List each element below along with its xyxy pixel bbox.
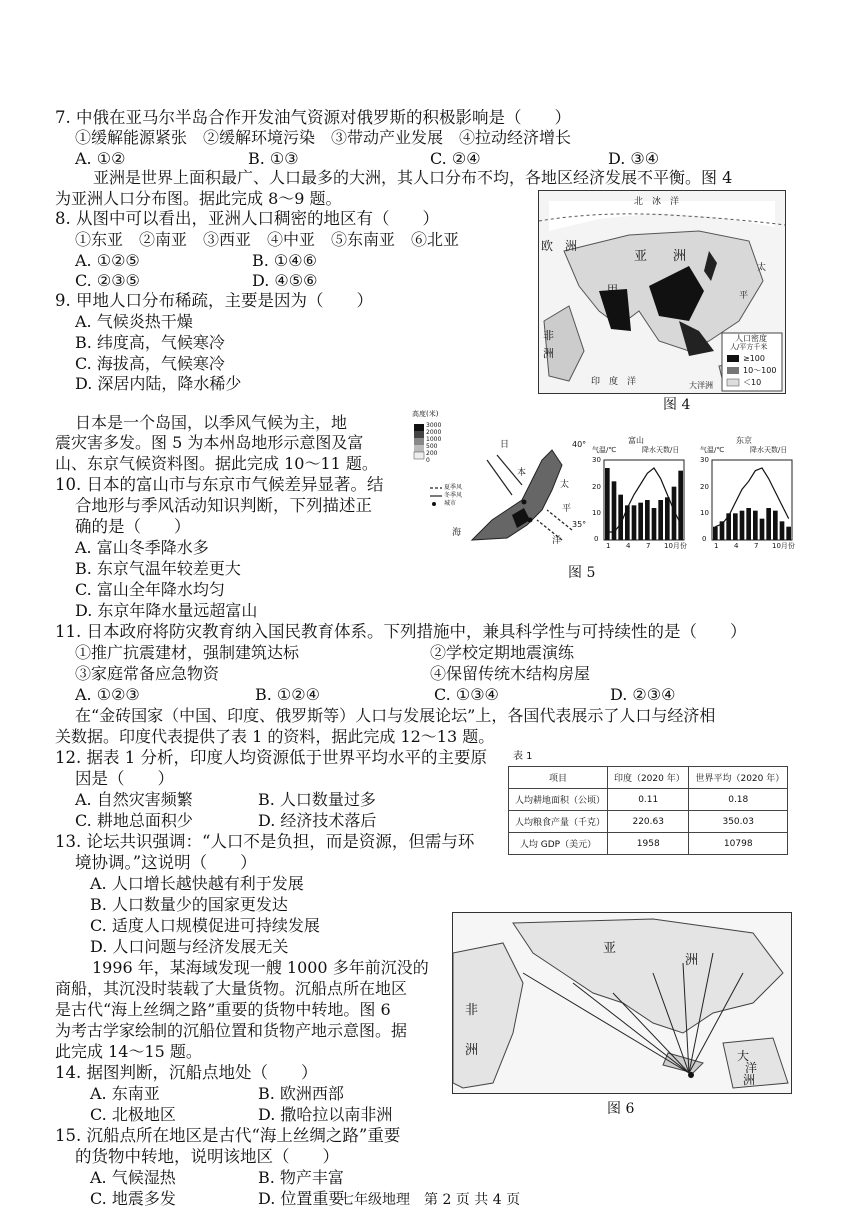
q15-option-b: B. 物产丰富 [258, 1168, 344, 1187]
q11-option-c: C. ①③④ [434, 685, 499, 704]
table-cell: 人均 GDP（美元） [509, 833, 608, 855]
table1-header-india: 印度（2020 年） [607, 767, 689, 789]
fig4-label-indian-ocean: 印 度 洋 [591, 377, 637, 387]
fig5-elev-tick-4: 200 [426, 450, 438, 457]
q9-option-a: A. 气候炎热干燥 [75, 312, 193, 331]
q11-option-a: A. ①②③ [75, 685, 140, 704]
q7-option-b: B. ①③ [248, 149, 299, 168]
toyama-ytick-20: 20 [592, 483, 601, 491]
fig6-label-oceania2: 洋 [745, 1061, 758, 1075]
rain-day-bar [733, 513, 738, 540]
table-row [509, 833, 788, 855]
japan-intro-line2: 震灾害多发。图 5 为本州岛地形示意图及富 [55, 433, 364, 452]
rain-day-bar [713, 527, 718, 540]
tokyo-left-label: 气温/℃ [700, 446, 725, 454]
q14-stem: 14. 据图判断，沉船点地处（ ） [55, 1063, 318, 1082]
q10-option-d: D. 东京年降水量远超富山 [75, 601, 258, 620]
tokyo-ytick-20: 20 [700, 483, 709, 491]
rain-day-bar [766, 508, 771, 540]
q15-option-a: A. 气候湿热 [90, 1168, 176, 1187]
rain-day-bar [786, 527, 791, 540]
toyama-xtick-1: 1 [606, 542, 611, 550]
q11-item-4: ④保留传统木结构房屋 [430, 664, 591, 683]
table-row [509, 811, 788, 833]
fig5-elev-tick-3: 500 [426, 443, 438, 450]
q15-option-d: D. 位置重要 [258, 1189, 345, 1208]
q13-stem-1: 13. 论坛共识强调：“人口不是负担，而是资源，但需与环 [55, 832, 475, 851]
q8-items: ①东亚 ②南亚 ③西亚 ④中亚 ⑤东南亚 ⑥北亚 [75, 230, 460, 249]
fig4-label-europe: 欧 洲 [541, 239, 578, 253]
toyama-xtick-7: 7 [646, 542, 651, 550]
table-cell: 人均耕地面积（公顷） [509, 789, 608, 811]
fig5-elev-tick-2: 1000 [426, 436, 442, 443]
fig6-label-asia: 亚 [603, 941, 617, 956]
fig4-legend-2: 10～100 [743, 366, 777, 375]
rain-day-bar [753, 511, 758, 540]
table1-caption: 表 1 [513, 751, 533, 762]
q7-stem: 7. 中俄在亚马尔半岛合作开发油气资源对俄罗斯的积极影响是（ ） [55, 108, 571, 127]
q11-item-1: ①推广抗震建材，强制建筑达标 [75, 643, 300, 662]
table-cell: 人均粮食产量（千克） [509, 811, 608, 833]
fig5-elev-tick-5: 0 [426, 457, 430, 464]
fig4-label-oceania: 大洋洲 [689, 381, 713, 390]
forum-intro-line2: 关数据。印度代表提供了表 1 的资料，据此完成 12～13 题。 [55, 727, 495, 746]
fig5-label-hai: 海 [452, 528, 462, 538]
rain-day-bar [773, 511, 778, 540]
fig5-label-ben: 本 [517, 468, 527, 478]
q11-item-3: ③家庭常备应急物资 [75, 664, 220, 683]
q11-option-b: B. ①②④ [255, 685, 320, 704]
figure-6-shipwreck-map [452, 912, 792, 1094]
q15-option-c: C. 地震多发 [90, 1189, 176, 1208]
tokyo-xtick-7: 7 [754, 542, 759, 550]
q10-option-b: B. 东京气温年较差更大 [75, 559, 241, 578]
tokyo-xtick-4: 4 [734, 542, 739, 550]
toyama-right-label: 降水天数/日 [642, 446, 680, 454]
ship-intro-line4: 为考古学家绘制的沉船位置和货物产地示意图。据 [55, 1021, 408, 1040]
tokyo-chart-svg [700, 438, 804, 556]
rain-day-bar [780, 521, 785, 540]
ship-intro-line2: 商船，其沉没时装载了大量货物。沉船点所在地区 [55, 979, 408, 998]
fig4-label-africa: 非 [543, 329, 554, 342]
forum-intro-line1: 在“金砖国家（中国、印度、俄罗斯等）人口与发展论坛”上，各国代表展示了人口与经济相 [75, 706, 716, 725]
q7-option-d: D. ③④ [608, 149, 660, 168]
tokyo-xtick-1: 1 [714, 542, 719, 550]
rain-day-bar [632, 505, 637, 540]
fig5-label-tai: 太 [560, 480, 570, 490]
fig4-label-zhou: 洲 [543, 347, 554, 360]
fig4-label-asia: 亚 洲 [634, 249, 687, 264]
page-footer: 七年级地理 第 2 页 共 4 页 [340, 1192, 521, 1208]
q13-stem-2: 境协调。”这说明（ ） [75, 853, 257, 872]
figure-5-honshu-map [412, 410, 590, 552]
rain-day-bar [645, 500, 650, 540]
q12-option-c: C. 耕地总面积少 [75, 811, 193, 830]
q15-stem-2: 的货物中转地，说明该地区（ ） [75, 1147, 339, 1166]
ship-intro-line5: 此完成 14～15 题。 [55, 1042, 202, 1061]
toyama-ytick-0: 0 [594, 535, 599, 543]
fig4-label-arctic: 北 冰 洋 [634, 197, 680, 207]
toyama-xtick-4: 4 [626, 542, 631, 550]
q12-option-b: B. 人口数量过多 [258, 790, 376, 809]
table-cell: 10798 [689, 833, 788, 855]
fig6-label-africa2: 洲 [465, 1043, 479, 1058]
fig4-caption: 图 4 [663, 397, 691, 413]
rain-day-bar [638, 503, 643, 540]
rain-day-bar [652, 508, 657, 540]
q9-stem: 9. 甲地人口分布稀疏，主要是因为（ ） [55, 291, 373, 310]
temperature-line [607, 468, 680, 532]
q14-option-b: B. 欧洲西部 [258, 1084, 344, 1103]
fig5-legend-summer: 夏季风 [444, 484, 463, 491]
rain-day-bar [740, 511, 745, 540]
table-cell: 220.63 [607, 811, 689, 833]
q14-option-a: A. 东南亚 [90, 1084, 160, 1103]
temperature-line [715, 468, 788, 527]
tokyo-title: 东京 [736, 436, 752, 445]
q13-option-b: B. 人口数量少的国家更发达 [90, 895, 288, 914]
japan-intro-line3: 山、东京气候资料图。据此完成 10～11 题。 [55, 454, 378, 473]
fig6-label-zhou: 洲 [685, 953, 699, 968]
fig6-label-africa: 非 [465, 1003, 479, 1018]
fig4-label-ping: 平 [739, 291, 749, 301]
rain-day-bar [605, 468, 610, 540]
tokyo-climate-chart [700, 438, 804, 556]
q7-option-a: A. ①② [75, 149, 126, 168]
q11-stem: 11. 日本政府将防灾教育纳入国民教育体系。下列措施中，兼具科学性与可持续性的是（ ） [55, 622, 747, 641]
fig5-label-yang: 洋 [552, 536, 562, 546]
fig5-elev-title: 高度(米) [412, 410, 439, 418]
fig6-caption: 图 6 [607, 1101, 635, 1117]
q11-option-d: D. ②③④ [610, 685, 676, 704]
ship-intro-line1: 1996 年，某海域发现一艘 1000 多年前沉没的 [92, 958, 429, 977]
toyama-xtick-10: 10月份 [664, 542, 687, 550]
rain-day-bar [658, 500, 663, 540]
q8-option-b: B. ①④⑥ [252, 251, 317, 270]
fig4-legend-title1: 人口密度 [735, 334, 767, 343]
table1-header-item: 项目 [509, 767, 608, 789]
fig5-elev-tick-1: 2000 [426, 429, 442, 436]
fig5-lat-35: 35° [572, 520, 587, 529]
fig4-label-tai: 太 [757, 263, 767, 273]
fig4-legend-3: ＜10 [743, 378, 762, 387]
q12-stem-1: 12. 据表 1 分析，印度人均资源低于世界平均水平的主要原 [55, 748, 487, 767]
q8-option-d: D. ④⑤⑥ [252, 271, 318, 290]
q12-option-a: A. 自然灾害频繁 [75, 790, 193, 809]
toyama-chart-svg [592, 438, 696, 556]
q8-option-a: A. ①②⑤ [75, 251, 140, 270]
rain-day-bar [618, 495, 623, 540]
table1-header-world: 世界平均（2020 年） [689, 767, 788, 789]
q7-items: ①缓解能源紧张 ②缓解环境污染 ③带动产业发展 ④拉动经济增长 [75, 128, 572, 147]
q12-stem-2: 因是（ ） [75, 769, 174, 788]
tokyo-right-label: 降水天数/日 [750, 446, 788, 454]
q12-option-d: D. 经济技术落后 [258, 811, 377, 830]
q9-option-b: B. 纬度高，气候寒冷 [75, 333, 225, 352]
japan-intro-line1: 日本是一个岛国，以季风气候为主，地 [75, 413, 348, 432]
fig6-label-oceania3: 洲 [743, 1073, 756, 1087]
shipwreck-map-graphic [453, 913, 791, 1093]
q15-stem-1: 15. 沉船点所在地区是古代“海上丝绸之路”重要 [55, 1126, 401, 1145]
q7-option-c: C. ②④ [430, 149, 481, 168]
toyama-left-label: 气温/℃ [592, 446, 617, 454]
toyama-climate-chart [592, 438, 696, 556]
q10-option-a: A. 富山冬季降水多 [75, 538, 209, 557]
toyama-title: 富山 [628, 436, 644, 445]
rain-day-bar [760, 519, 765, 540]
fig4-legend-title2: 人/平方千米 [730, 343, 768, 351]
fig5-legend-city: 城市 [444, 500, 457, 507]
tokyo-ytick-0: 0 [702, 535, 707, 543]
fig5-legend-winter: 冬季风 [444, 492, 463, 499]
rain-day-bar [678, 471, 683, 540]
q8-stem: 8. 从图中可以看出，亚洲人口稠密的地区有（ ） [55, 209, 439, 228]
q13-option-d: D. 人口问题与经济发展无关 [90, 937, 289, 956]
rain-day-bar [746, 508, 751, 540]
table-cell: 350.03 [689, 811, 788, 833]
toyama-ytick-30: 30 [592, 456, 601, 464]
asia-intro-line2: 为亚洲人口分布图。据此完成 8～9 题。 [55, 189, 342, 208]
q8-option-c: C. ②③⑤ [75, 271, 140, 290]
q14-option-c: C. 北极地区 [90, 1105, 176, 1124]
table-cell: 1958 [607, 833, 689, 855]
fig6-label-oceania: 大 [737, 1049, 750, 1063]
fig5-lat-40: 40° [572, 440, 587, 449]
fig5-label-ping: 平 [562, 504, 572, 514]
fig4-label-jia: 甲 [607, 283, 618, 296]
q11-item-2: ②学校定期地震演练 [430, 643, 575, 662]
figure-4-asia-population-map [538, 190, 786, 394]
q9-option-c: C. 海拔高，气候寒冷 [75, 354, 225, 373]
asia-intro-line1: 亚洲是世界上面积最广、人口最多的大洲，其人口分布不均，各地区经济发展不平衡。图 4 [93, 168, 733, 187]
tokyo-ytick-10: 10 [700, 509, 709, 517]
tokyo-xtick-10: 10月份 [772, 542, 795, 550]
table-row [509, 789, 788, 811]
toyama-ytick-10: 10 [592, 509, 601, 517]
q10-stem-3: 确的是（ ） [75, 517, 191, 536]
q14-option-d: D. 撒哈拉以南非洲 [258, 1105, 393, 1124]
tokyo-ytick-30: 30 [700, 456, 709, 464]
rain-day-bar [665, 497, 670, 540]
ship-intro-line3: 是古代“海上丝绸之路”重要的货物中转地。图 6 [55, 1000, 391, 1019]
fig5-elev-tick-0: 3000 [426, 422, 442, 429]
fig4-legend-1: ≥100 [743, 354, 765, 363]
q10-option-c: C. 富山全年降水均匀 [75, 580, 225, 599]
table-1 [508, 766, 788, 855]
q10-stem-2: 合地形与季风活动知识判断，下列描述正 [75, 496, 372, 515]
q13-option-c: C. 适度人口规模促进可持续发展 [90, 916, 320, 935]
fig5-caption: 图 5 [568, 565, 596, 581]
q13-option-a: A. 人口增长越快越有利于发展 [90, 874, 304, 893]
table-cell: 0.18 [689, 789, 788, 811]
q9-option-d: D. 深居内陆，降水稀少 [75, 374, 242, 393]
fig5-label-ri: 日 [500, 440, 510, 450]
q10-stem-1: 10. 日本的富山市与东京市气候差异显著。结 [55, 475, 384, 494]
table-cell: 0.11 [607, 789, 689, 811]
